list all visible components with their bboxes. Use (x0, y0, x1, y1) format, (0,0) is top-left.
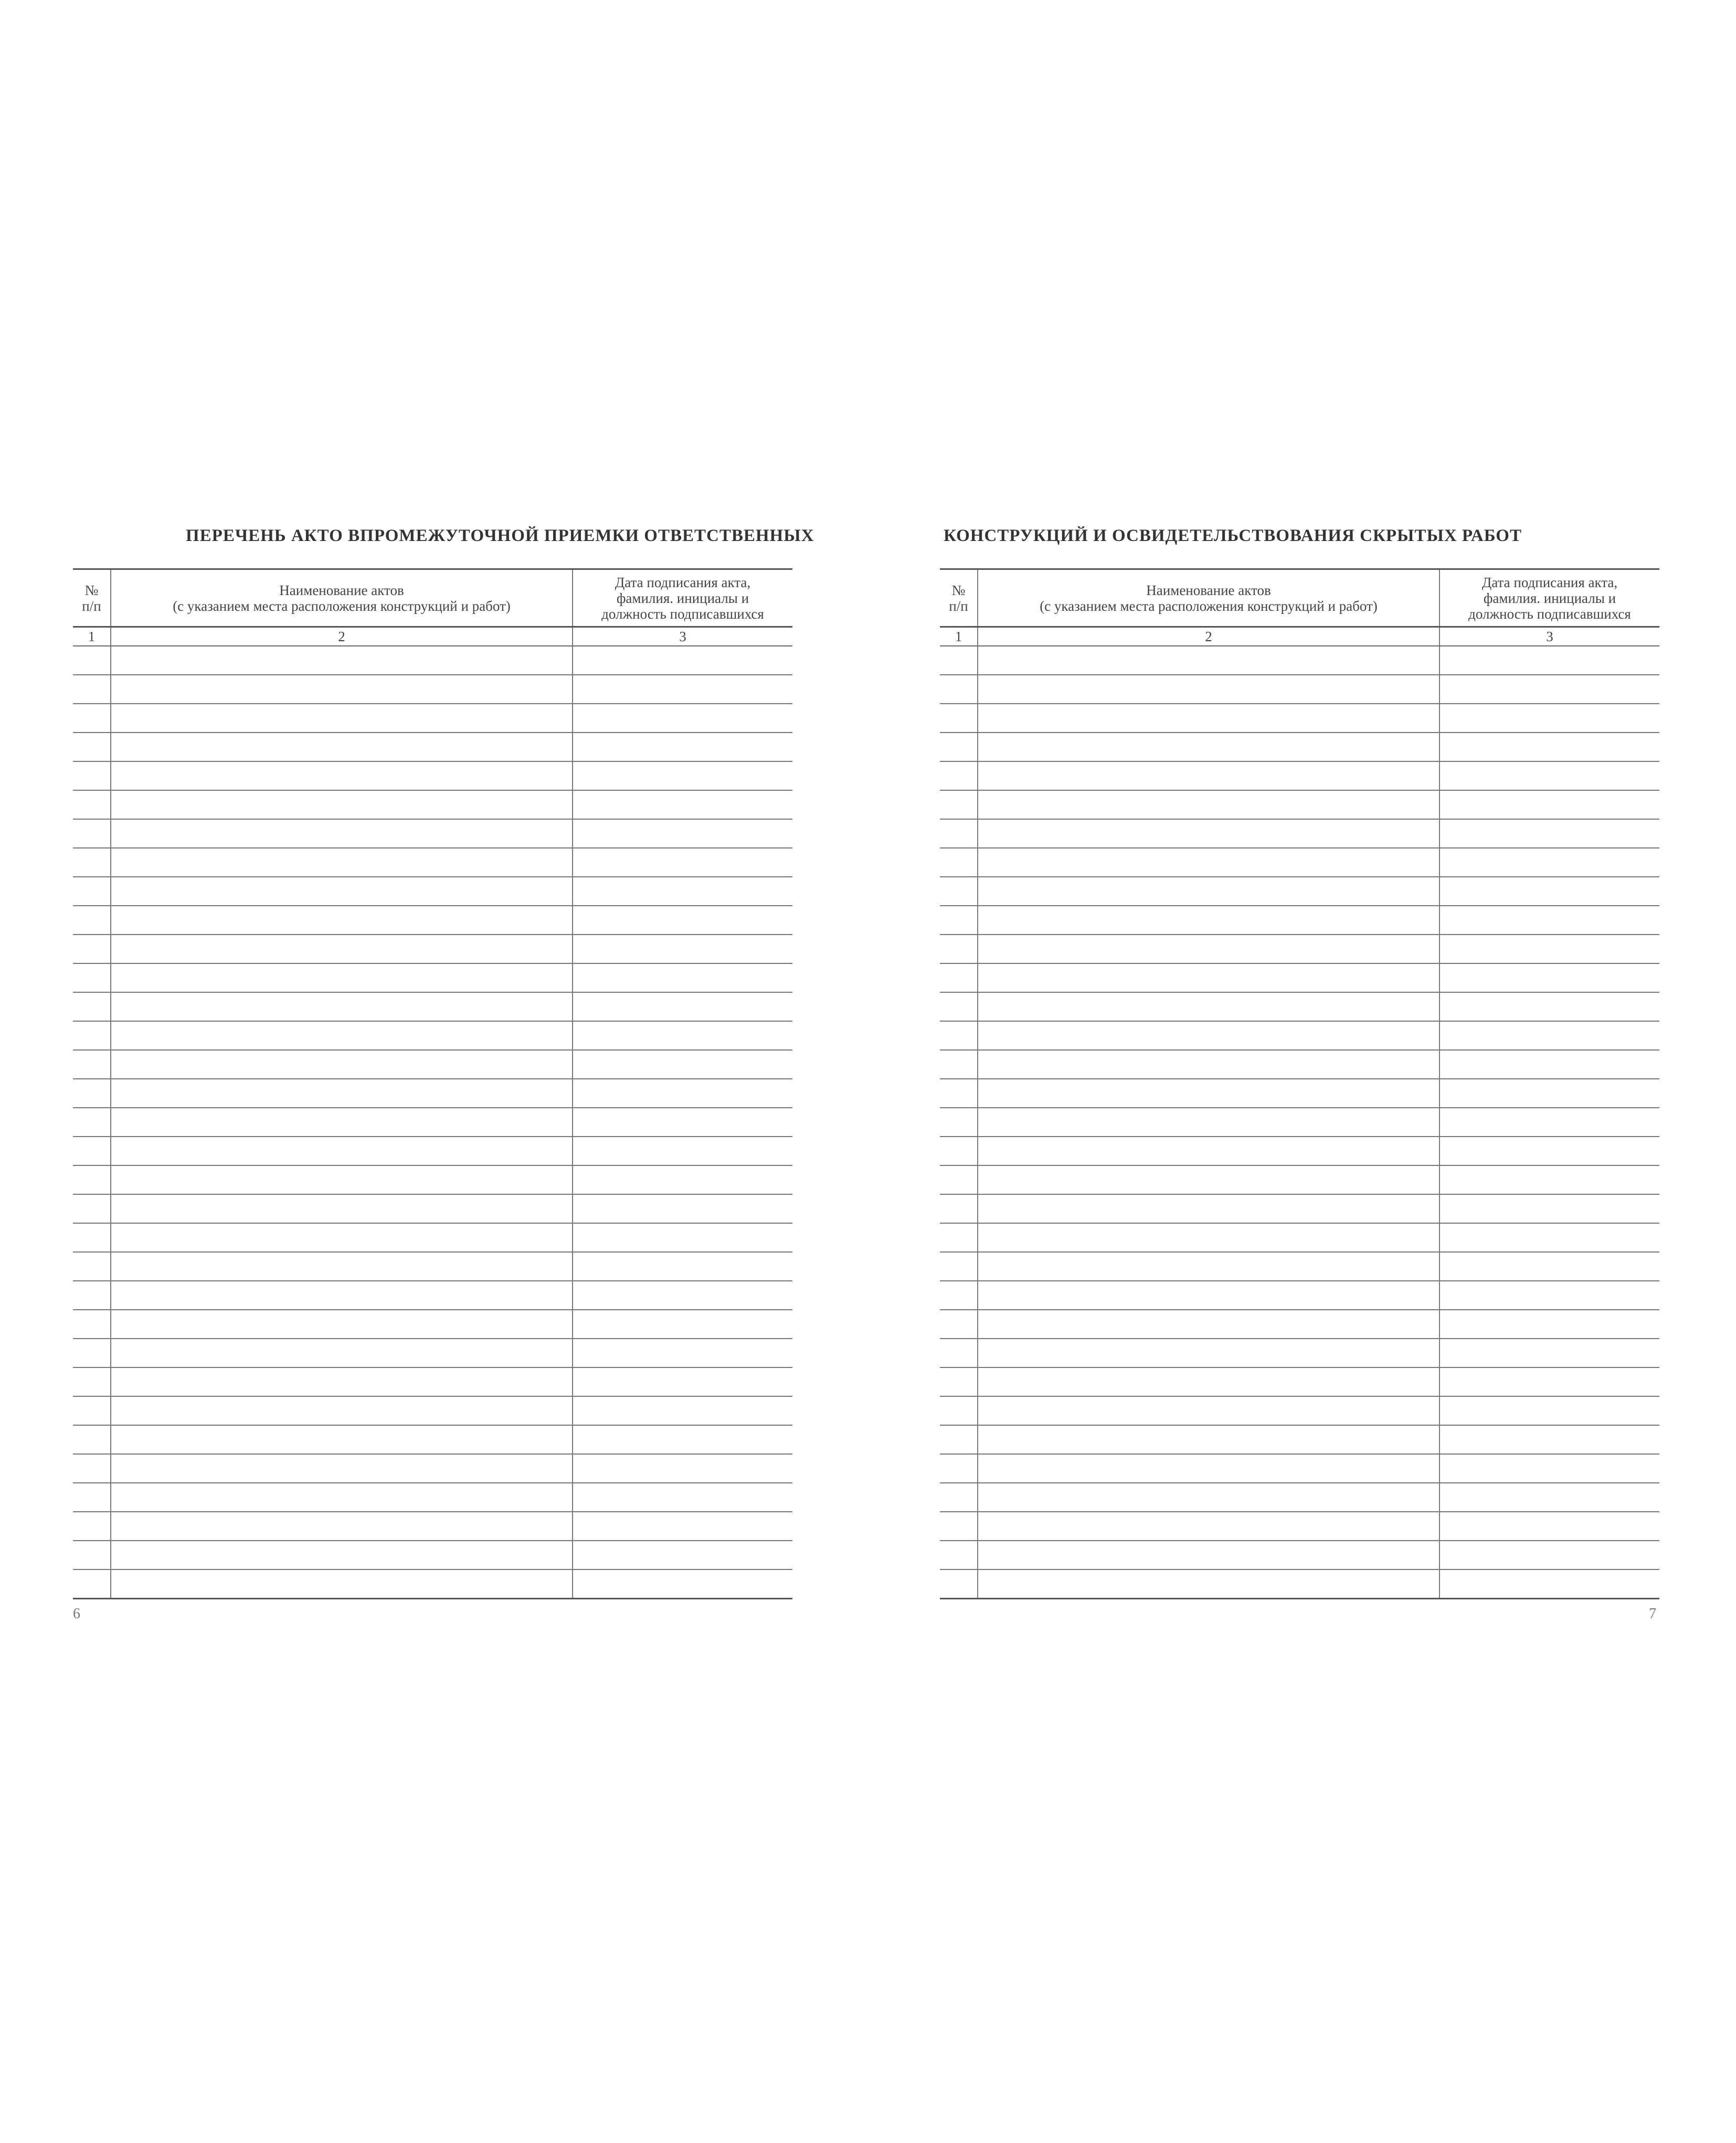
table-cell (940, 733, 978, 761)
table-cell (940, 1541, 978, 1569)
table-cell (978, 1252, 1439, 1281)
table-cell (73, 646, 111, 675)
table-cell (573, 1512, 792, 1541)
table-cell (978, 1310, 1439, 1339)
table-row (73, 848, 792, 877)
table-cell (978, 1512, 1439, 1541)
table-cell (573, 1425, 792, 1454)
table-cell (573, 1541, 792, 1569)
table-cell (73, 1310, 111, 1339)
table-cell (1439, 675, 1659, 704)
table-cell (1439, 1454, 1659, 1483)
table-cell (111, 935, 573, 963)
table-cell (73, 1223, 111, 1252)
table-cell (978, 1108, 1439, 1137)
table-cell (978, 1021, 1439, 1050)
right-page (868, 0, 1736, 2143)
table-cell (73, 733, 111, 761)
table-cell (111, 848, 573, 877)
table-row (940, 992, 1659, 1021)
table-row (940, 1310, 1659, 1339)
table-cell (73, 935, 111, 963)
table-row (940, 819, 1659, 848)
table-row (73, 1569, 792, 1599)
table-row (73, 1483, 792, 1512)
table-row (73, 1223, 792, 1252)
table-cell (940, 1223, 978, 1252)
table-row (940, 877, 1659, 906)
table-cell (573, 1021, 792, 1050)
table-row (73, 733, 792, 761)
table-cell (111, 1137, 573, 1165)
header-act-name: Наименование актов (с указанием места расположения конструкций и работ) (111, 569, 573, 627)
table-cell (940, 1021, 978, 1050)
table-row (940, 704, 1659, 733)
table-cell (940, 1512, 978, 1541)
table-cell (73, 1165, 111, 1194)
table-cell (978, 704, 1439, 733)
table-cell (978, 1281, 1439, 1310)
table-cell (111, 675, 573, 704)
table-cell (111, 1339, 573, 1367)
table-row (940, 790, 1659, 819)
table-cell (978, 935, 1439, 963)
table-cell (1439, 992, 1659, 1021)
table-cell (978, 1425, 1439, 1454)
acts-register-table (73, 568, 792, 1599)
table-cell (73, 1541, 111, 1569)
table-cell (978, 1079, 1439, 1108)
table-cell (111, 1483, 573, 1512)
table-row (73, 935, 792, 963)
table-cell (573, 1079, 792, 1108)
table-cell (73, 1108, 111, 1137)
table-row (940, 1281, 1659, 1310)
table-body (940, 646, 1659, 1599)
table-row (73, 1108, 792, 1137)
table-cell (978, 1165, 1439, 1194)
table-cell (111, 1252, 573, 1281)
table-cell (1439, 1137, 1659, 1165)
table-cell (73, 906, 111, 935)
table-cell (1439, 935, 1659, 963)
table-cell (573, 1223, 792, 1252)
table-cell (940, 704, 978, 733)
table-cell (73, 1021, 111, 1050)
page-title: ПЕРЕЧЕНЬ АКТО ВПРОМЕЖУТОЧНОЙ ПРИЕМКИ ОТВЕТСТВЕННЫХ (186, 526, 814, 545)
table-row (940, 1339, 1659, 1367)
table-cell (73, 848, 111, 877)
table-cell (111, 1021, 573, 1050)
table-cell (940, 1252, 978, 1281)
table-cell (73, 819, 111, 848)
table-row (940, 848, 1659, 877)
table-cell (940, 848, 978, 877)
table-cell (940, 1137, 978, 1165)
table-cell (1439, 1194, 1659, 1223)
table-cell (940, 675, 978, 704)
table-cell (73, 1194, 111, 1223)
table-cell (111, 761, 573, 790)
table-cell (978, 761, 1439, 790)
table-row (73, 1281, 792, 1310)
table-cell (940, 906, 978, 935)
table-cell (1439, 1512, 1659, 1541)
table-row (73, 877, 792, 906)
table-row (940, 1021, 1659, 1050)
table-row (940, 1483, 1659, 1512)
table-cell (1439, 848, 1659, 877)
table-cell (111, 1223, 573, 1252)
table-cell (1439, 761, 1659, 790)
table-cell (111, 906, 573, 935)
table-row (73, 1367, 792, 1396)
table-row (940, 1223, 1659, 1252)
table-cell (111, 1425, 573, 1454)
header-act-name: Наименование актов (с указанием места расположения конструкций и работ) (978, 569, 1439, 627)
table-cell (111, 1454, 573, 1483)
table-cell (573, 935, 792, 963)
table-row (73, 1396, 792, 1425)
table-row (73, 992, 792, 1021)
table-row (940, 1367, 1659, 1396)
table-row (73, 1021, 792, 1050)
table-cell (111, 646, 573, 675)
table-cell (1439, 1569, 1659, 1599)
table-cell (73, 675, 111, 704)
table-cell (573, 1396, 792, 1425)
table-cell (940, 935, 978, 963)
table-row (73, 819, 792, 848)
table-cell (573, 1194, 792, 1223)
table-cell (573, 790, 792, 819)
table-cell (111, 1281, 573, 1310)
table-cell (111, 1194, 573, 1223)
table-cell (940, 761, 978, 790)
table-cell (73, 1569, 111, 1599)
table-cell (111, 790, 573, 819)
table-cell (940, 1194, 978, 1223)
table-cell (940, 1339, 978, 1367)
table-row (73, 1137, 792, 1165)
table-cell (73, 1281, 111, 1310)
table-cell (978, 1569, 1439, 1599)
table-row (940, 733, 1659, 761)
table-cell (111, 1541, 573, 1569)
table-cell (111, 704, 573, 733)
table-row (940, 963, 1659, 992)
table-row (73, 1079, 792, 1108)
table-cell (73, 1396, 111, 1425)
table-row (940, 1396, 1659, 1425)
table-cell (111, 1512, 573, 1541)
table-cell (111, 1396, 573, 1425)
table-cell (1439, 1079, 1659, 1108)
table-cell (73, 761, 111, 790)
table-row (940, 675, 1659, 704)
table-row (73, 1454, 792, 1483)
page-number: 6 (73, 1606, 80, 1622)
table-cell (940, 1108, 978, 1137)
table-row (940, 1541, 1659, 1569)
table-row (73, 1541, 792, 1569)
table-cell (573, 704, 792, 733)
table-cell (111, 1050, 573, 1079)
table-cell (940, 1367, 978, 1396)
table-cell (1439, 1310, 1659, 1339)
table-cell (573, 1108, 792, 1137)
table-cell (111, 1108, 573, 1137)
table-row (73, 675, 792, 704)
table-cell (73, 790, 111, 819)
table-header-row (940, 569, 1659, 627)
column-number: 3 (573, 627, 792, 646)
table-row (940, 761, 1659, 790)
table-cell (573, 1165, 792, 1194)
table-cell (940, 1310, 978, 1339)
table-cell (573, 992, 792, 1021)
table-cell (73, 1079, 111, 1108)
table-cell (978, 675, 1439, 704)
table-row (940, 1569, 1659, 1599)
table-cell (73, 963, 111, 992)
table-cell (1439, 1281, 1659, 1310)
table-cell (978, 1367, 1439, 1396)
table-cell (573, 963, 792, 992)
table-row (940, 1194, 1659, 1223)
table-cell (73, 1137, 111, 1165)
table-cell (573, 646, 792, 675)
table-row (940, 906, 1659, 935)
table-cell (1439, 733, 1659, 761)
table-cell (73, 1339, 111, 1367)
table-cell (73, 877, 111, 906)
table-cell (573, 1050, 792, 1079)
table-cell (573, 906, 792, 935)
table-header-row (73, 569, 792, 627)
table-cell (940, 819, 978, 848)
column-number-row (940, 627, 1659, 646)
table-cell (573, 877, 792, 906)
table-cell (978, 992, 1439, 1021)
table-cell (978, 819, 1439, 848)
table-cell (978, 1483, 1439, 1512)
header-signing-date: Дата подписания акта, фамилия. инициалы и должность подписавшихся (573, 569, 792, 627)
table-cell (1439, 906, 1659, 935)
table-cell (73, 704, 111, 733)
table-cell (73, 1050, 111, 1079)
table-cell (573, 1454, 792, 1483)
table-cell (978, 1396, 1439, 1425)
table-row (73, 963, 792, 992)
table-cell (1439, 819, 1659, 848)
table-cell (73, 1252, 111, 1281)
table-row (73, 1425, 792, 1454)
table-cell (573, 1310, 792, 1339)
table-row (940, 646, 1659, 675)
table-cell (111, 1569, 573, 1599)
table-cell (573, 819, 792, 848)
table-row (940, 1108, 1659, 1137)
table-row (940, 935, 1659, 963)
table-cell (1439, 1367, 1659, 1396)
header-number: № п/п (940, 569, 978, 627)
table-cell (940, 963, 978, 992)
table-cell (73, 992, 111, 1021)
table-cell (73, 1483, 111, 1512)
table-cell (573, 1569, 792, 1599)
table-cell (940, 1425, 978, 1454)
table-cell (1439, 963, 1659, 992)
table-cell (73, 1512, 111, 1541)
column-number: 2 (978, 627, 1439, 646)
table-cell (1439, 1541, 1659, 1569)
table-row (73, 906, 792, 935)
table-cell (978, 1339, 1439, 1367)
table-cell (1439, 1223, 1659, 1252)
table-cell (978, 1050, 1439, 1079)
table-cell (573, 675, 792, 704)
table-row (73, 1050, 792, 1079)
table-cell (1439, 704, 1659, 733)
table-row (73, 704, 792, 733)
table-cell (978, 1194, 1439, 1223)
table-row (940, 1454, 1659, 1483)
table-cell (1439, 1165, 1659, 1194)
table-cell (111, 992, 573, 1021)
column-number: 1 (940, 627, 978, 646)
table-cell (1439, 1108, 1659, 1137)
table-cell (73, 1367, 111, 1396)
page-number: 7 (1649, 1606, 1656, 1622)
table-row (73, 1310, 792, 1339)
table-row (73, 1512, 792, 1541)
table-cell (940, 1396, 978, 1425)
table-row (73, 761, 792, 790)
table-cell (978, 1223, 1439, 1252)
table-cell (940, 1050, 978, 1079)
table-row (940, 1425, 1659, 1454)
table-cell (940, 790, 978, 819)
table-row (73, 790, 792, 819)
table-cell (73, 1454, 111, 1483)
table-cell (1439, 1339, 1659, 1367)
table-row (73, 1252, 792, 1281)
table-cell (573, 1252, 792, 1281)
table-cell (1439, 1483, 1659, 1512)
table-cell (573, 1339, 792, 1367)
table-cell (1439, 1021, 1659, 1050)
page-title: КОНСТРУКЦИЙ И ОСВИДЕТЕЛЬСТВОВАНИЯ СКРЫТЫХ РАБОТ (944, 526, 1522, 545)
table-cell (940, 1454, 978, 1483)
table-row (73, 1194, 792, 1223)
column-number: 2 (111, 627, 573, 646)
table-body (73, 646, 792, 1599)
table-cell (978, 1541, 1439, 1569)
table-cell (978, 646, 1439, 675)
table-cell (111, 1165, 573, 1194)
table-cell (73, 1425, 111, 1454)
acts-register-table (940, 568, 1659, 1599)
table-row (940, 1079, 1659, 1108)
table-cell (940, 1079, 978, 1108)
header-number: № п/п (73, 569, 111, 627)
table-cell (978, 733, 1439, 761)
table-cell (978, 906, 1439, 935)
table-row (73, 646, 792, 675)
header-signing-date: Дата подписания акта, фамилия. инициалы и должность подписавшихся (1439, 569, 1659, 627)
table-cell (573, 1281, 792, 1310)
table-cell (573, 761, 792, 790)
table-row (940, 1165, 1659, 1194)
table-cell (978, 1454, 1439, 1483)
table-cell (978, 790, 1439, 819)
table-cell (1439, 790, 1659, 819)
table-cell (1439, 1396, 1659, 1425)
table-cell (111, 963, 573, 992)
column-number-row (73, 627, 792, 646)
table-cell (1439, 877, 1659, 906)
table-cell (978, 963, 1439, 992)
table-cell (1439, 646, 1659, 675)
table-cell (111, 1079, 573, 1108)
table-cell (940, 992, 978, 1021)
table-cell (111, 819, 573, 848)
table-row (73, 1165, 792, 1194)
table-row (940, 1512, 1659, 1541)
column-number: 1 (73, 627, 111, 646)
table-cell (940, 1281, 978, 1310)
table-cell (573, 1137, 792, 1165)
table-cell (111, 1310, 573, 1339)
table-cell (978, 877, 1439, 906)
table-cell (111, 1367, 573, 1396)
table-row (940, 1050, 1659, 1079)
table-cell (573, 1483, 792, 1512)
table-cell (1439, 1252, 1659, 1281)
table-cell (978, 848, 1439, 877)
table-cell (940, 1165, 978, 1194)
table-cell (1439, 1050, 1659, 1079)
table-cell (111, 733, 573, 761)
table-cell (940, 1569, 978, 1599)
column-number: 3 (1439, 627, 1659, 646)
table-row (940, 1252, 1659, 1281)
table-cell (940, 1483, 978, 1512)
table-row (73, 1339, 792, 1367)
table-cell (573, 1367, 792, 1396)
table-cell (573, 733, 792, 761)
table-cell (1439, 1425, 1659, 1454)
table-cell (978, 1137, 1439, 1165)
table-cell (111, 877, 573, 906)
table-cell (940, 646, 978, 675)
table-cell (940, 877, 978, 906)
table-cell (573, 848, 792, 877)
table-row (940, 1137, 1659, 1165)
